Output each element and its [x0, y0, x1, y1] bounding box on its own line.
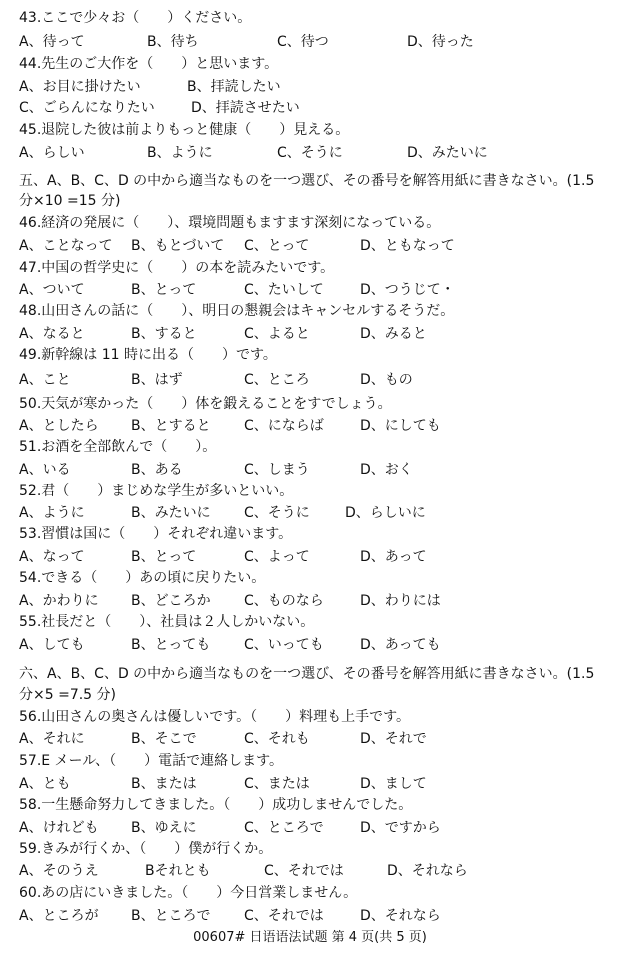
question-43-options — [19, 33, 609, 51]
option-a: A、ところが — [19, 908, 99, 924]
option-a: A、なると — [19, 326, 85, 342]
option-d: D、あっても — [360, 637, 441, 653]
question-54-stem: 54.できる（ ）あの頃に戻りたい。 — [19, 570, 266, 586]
option-d: D、それで — [360, 731, 427, 747]
option-c: C、しまう — [244, 462, 310, 478]
option-d: D、それなら — [387, 863, 468, 879]
question-52-stem: 52.君（ ）まじめな学生が多いといい。 — [19, 483, 294, 499]
option-d: D、おく — [360, 462, 413, 478]
option-b: B、ところで — [131, 908, 211, 924]
section-5-instruction: 五、A、B、C、D の中から適当なものを一つ選び、その番号を解答用紙に書きなさい。(1.5 — [19, 173, 595, 189]
option-d: D、らしいに — [345, 505, 426, 521]
option-a: A、なって — [19, 549, 85, 565]
question-54-options — [19, 592, 609, 610]
question-57-options — [19, 775, 609, 793]
option-c: C、そうに — [244, 505, 310, 521]
option-c: C、それでは — [244, 908, 324, 924]
question-43-stem: 43.ここで少々お（ ）ください。 — [19, 10, 252, 26]
option-b: B、待ち — [147, 34, 199, 50]
option-d: D、待った — [407, 34, 474, 50]
question-50-stem: 50.天気が寒かった（ ）体を鍛えることをすでしょう。 — [19, 396, 392, 412]
question-51-options — [19, 461, 609, 479]
question-49-options — [19, 371, 609, 389]
option-b: B、みたいに — [131, 505, 211, 521]
option-b: B、ように — [147, 145, 213, 161]
question-47-options — [19, 281, 609, 299]
option-b: B、どころか — [131, 593, 211, 609]
option-c: C、よると — [244, 326, 310, 342]
option-a: A、それに — [19, 731, 85, 747]
option-d: D、わりには — [360, 593, 441, 609]
option-b: B、すると — [131, 326, 197, 342]
question-45-stem: 45.退院した彼は前よりもっと健康（ ）見える。 — [19, 122, 350, 138]
question-44-options — [19, 78, 609, 96]
option-d: D、それなら — [360, 908, 441, 924]
option-c: C、ものなら — [244, 593, 324, 609]
question-60-options — [19, 907, 609, 925]
option-d: D、みたいに — [407, 145, 488, 161]
option-a: A、待って — [19, 34, 85, 50]
question-45-options — [19, 144, 609, 162]
option-b: Bそれとも — [145, 863, 211, 879]
option-a: A、しても — [19, 637, 85, 653]
option-d: D、もの — [360, 372, 413, 388]
question-53-stem: 53.習慣は国に（ ）それぞれ違います。 — [19, 526, 293, 542]
option-b: B、または — [131, 776, 197, 792]
option-c: C、それでは — [264, 863, 344, 879]
option-c: C、よって — [244, 549, 310, 565]
question-55-options — [19, 636, 609, 654]
option-d: D、拝読させたい — [191, 100, 300, 116]
option-c: C、または — [244, 776, 310, 792]
question-60-stem: 60.あの店にいきました。（ ）今日営業しません。 — [19, 885, 358, 901]
option-d: D、あって — [360, 549, 427, 565]
question-51-stem: 51.お酒を全部飲んで（ ）。 — [19, 439, 217, 455]
question-58-options — [19, 819, 609, 837]
question-49-stem: 49.新幹線は 11 時に出る（ ）です。 — [19, 347, 277, 363]
section-5-points: 分×10 =15 分) — [19, 193, 121, 209]
question-52-options — [19, 504, 609, 522]
question-46-stem: 46.経済の発展に（ ）、環境問題もますます深刻になっている。 — [19, 215, 441, 231]
question-48-stem: 48.山田さんの話に（ ）、明日の懇親会はキャンセルするそうだ。 — [19, 303, 455, 319]
option-c: C、たいして — [244, 282, 324, 298]
option-c: C、ところ — [244, 372, 310, 388]
option-a: A、とも — [19, 776, 71, 792]
option-a: A、かわりに — [19, 593, 99, 609]
option-c: C、待つ — [277, 34, 329, 50]
option-a: A、そのうえ — [19, 863, 99, 879]
question-59-stem: 59.きみが行くか、（ ）僕が行くか。 — [19, 841, 273, 857]
question-46-options — [19, 237, 609, 255]
question-57-stem: 57.E メール、（ ）電話で連絡します。 — [19, 753, 284, 769]
option-d: D、つうじて・ — [360, 282, 455, 298]
question-44-options-row2 — [19, 99, 609, 117]
option-d: D、ですから — [360, 820, 441, 836]
option-b: B、そこで — [131, 731, 197, 747]
option-b: B、はず — [131, 372, 183, 388]
question-53-options — [19, 548, 609, 566]
section-6-instruction: 六、A、B、C、D の中から適当なものを一つ選び、その番号を解答用紙に書きなさい。(1.5 — [19, 666, 595, 682]
option-a: A、としたら — [19, 418, 99, 434]
section-6-points: 分×5 =7.5 分) — [19, 687, 116, 703]
option-a: A、ことなって — [19, 238, 113, 254]
option-b: B、とっても — [131, 637, 211, 653]
option-a: A、らしい — [19, 145, 85, 161]
option-c: C、にならば — [244, 418, 324, 434]
option-d: D、みると — [360, 326, 427, 342]
option-c: C、そうに — [277, 145, 343, 161]
page-footer: 00607# 日语语法试题 第 4 页(共 5 页) — [193, 930, 427, 945]
question-47-stem: 47.中国の哲学史に（ ）の本を読みたいです。 — [19, 260, 335, 276]
option-b: B、もとづいて — [131, 238, 225, 254]
option-a: A、ように — [19, 505, 85, 521]
option-a: A、ついて — [19, 282, 85, 298]
option-b: B、ゆえに — [131, 820, 197, 836]
question-50-options — [19, 417, 609, 435]
option-b: B、ある — [131, 462, 183, 478]
option-c: C、いっても — [244, 637, 324, 653]
option-d: D、まして — [360, 776, 427, 792]
question-56-options — [19, 730, 609, 748]
option-c: C、ところで — [244, 820, 324, 836]
option-b: B、拝読したい — [187, 79, 281, 95]
question-55-stem: 55.社長だと（ ）、社員は２人しかいない。 — [19, 614, 315, 630]
option-d: D、ともなって — [360, 238, 455, 254]
question-48-options — [19, 325, 609, 343]
option-a: A、お目に掛けたい — [19, 79, 141, 95]
option-c: C、それも — [244, 731, 310, 747]
option-b: B、とすると — [131, 418, 211, 434]
option-a: A、いる — [19, 462, 71, 478]
option-b: B、とって — [131, 282, 197, 298]
question-56-stem: 56.山田さんの奥さんは優しいです。（ ）料理も上手です。 — [19, 709, 411, 725]
question-59-options — [19, 862, 609, 880]
option-a: A、こと — [19, 372, 71, 388]
question-58-stem: 58.一生懸命努力してきました。（ ）成功しませんでした。 — [19, 797, 413, 813]
question-44-stem: 44.先生のご大作を（ ）と思います。 — [19, 56, 279, 72]
option-c: C、ごらんになりたい — [19, 100, 155, 116]
option-d: D、にしても — [360, 418, 441, 434]
option-c: C、とって — [244, 238, 310, 254]
option-a: A、けれども — [19, 820, 99, 836]
option-b: B、とって — [131, 549, 197, 565]
